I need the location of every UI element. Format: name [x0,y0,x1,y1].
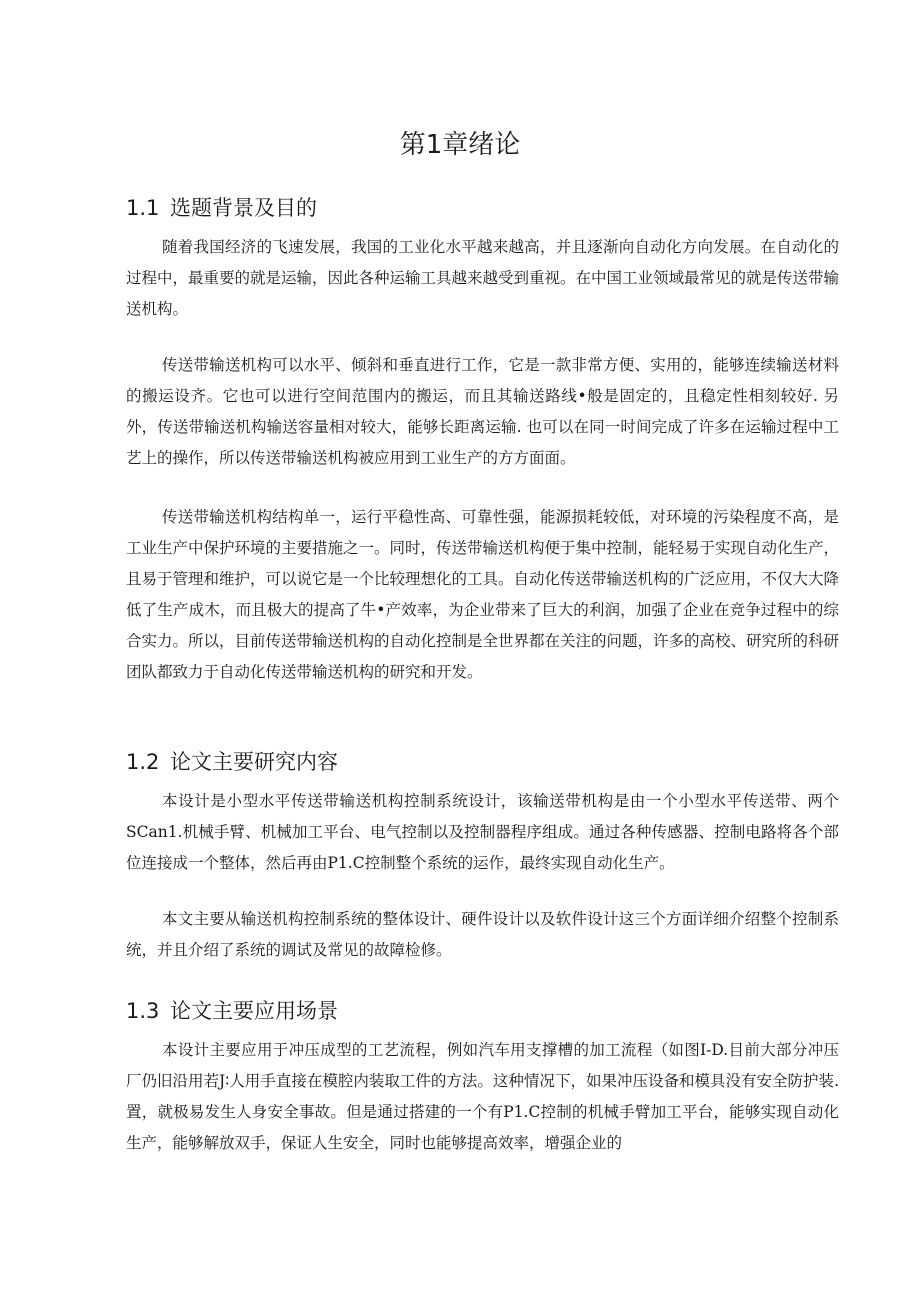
section-heading-1-2 [126,746,338,776]
paragraph: 本文主要从输送机构控制系统的整体设计、硬件设计以及软件设计这三个方面详细介绍整个控制系统，并且介绍了系统的调试及常见的故障检修。 [126,910,839,959]
section-title: 选题背景及目的 [170,196,317,220]
paragraph: 随着我国经济的飞速发展，我国的工业化水平越来越高，并且逐渐向自动化方向发展。在自动化的过程中，最重要的就是运输，因此各种运输工具越来越受到重视。在中国工业领域最常见的就是传送带输送机构。 [126,238,840,318]
section-heading-1-3 [126,995,338,1025]
paragraph: 传送带输送机构可以水平、倾斜和垂直进行工作，它是一款非常方便、实用的，能够连续输送材料的搬运设齐。它也可以进行空间范围内的搬运，而且其输送路线•般是固定的，且稳定性相刻较好. 另外，传送带输送机构输送容量相对较大，能够长距离运输. 也可以在同一时间完成了许多在运输过程中工艺上的操作，所以传送带输送机构被应用到工业生产的方方面面。 [126,356,839,467]
section-title: 论文主要研究内容 [170,750,338,774]
chapter-title: 第1章绪论 [399,130,521,160]
paragraph: 传送带输送机构结构单一，运行平稳性高、可靠性强，能源损耗较低，对环境的污染程度不高，是工业生产中保护环境的主要措施之一。同时，传送带输送机构便于集中控制，能轻易于实现自动化生产，且易于管理和维护，可以说它是一个比较理想化的工具。自动化传送带输送机构的广泛应用，不仅大大降低了生产成木，而且极大的提高了牛•产效率，为企业带来了巨大的利润，加强了企业在竞争过程中的综合实力。所以，目前传送带输送机构的自动化控制是全世界都在关注的问题，许多的高校、研究所的科研团队都致力于自动化传送带输送机构的研究和开发。 [126,508,840,681]
section-title: 论文主要应用场景 [170,999,338,1023]
section-number: 1.2 [126,750,160,774]
section-number: 1.3 [126,999,160,1023]
section-number: 1.1 [126,196,160,220]
section-heading-1-1 [126,192,317,222]
paragraph: 本设计主要应用于冲压成型的工艺流程，例如汽车用支撑槽的加工流程（如图I-D.目前大部分冲压厂仍旧沿用若J∶人用手直接在模腔内装取工件的方法。这种情况下，如果冲压设备和模具没有安全防护装. 置，就极易发生人身安全事故。但是通过搭建的一个有P1.C控制的机械手臂加工平台，能够实现自动化生产，能够解放双手，保证人生安全，同时也能够提高效率，增强企业的 [126,1041,839,1152]
paragraph: 本设计是小型水平传送带输送机构控制系统设计，该输送带机构是由一个小型水平传送带、两个SCan1.机械手臂、机械加工平台、电气控制以及控制器程序组成。通过各种传感器、控制电路将各个部位连接成一个整体，然后再由P1.C控制整个系统的运作，最终实现自动化生产。 [126,792,839,872]
